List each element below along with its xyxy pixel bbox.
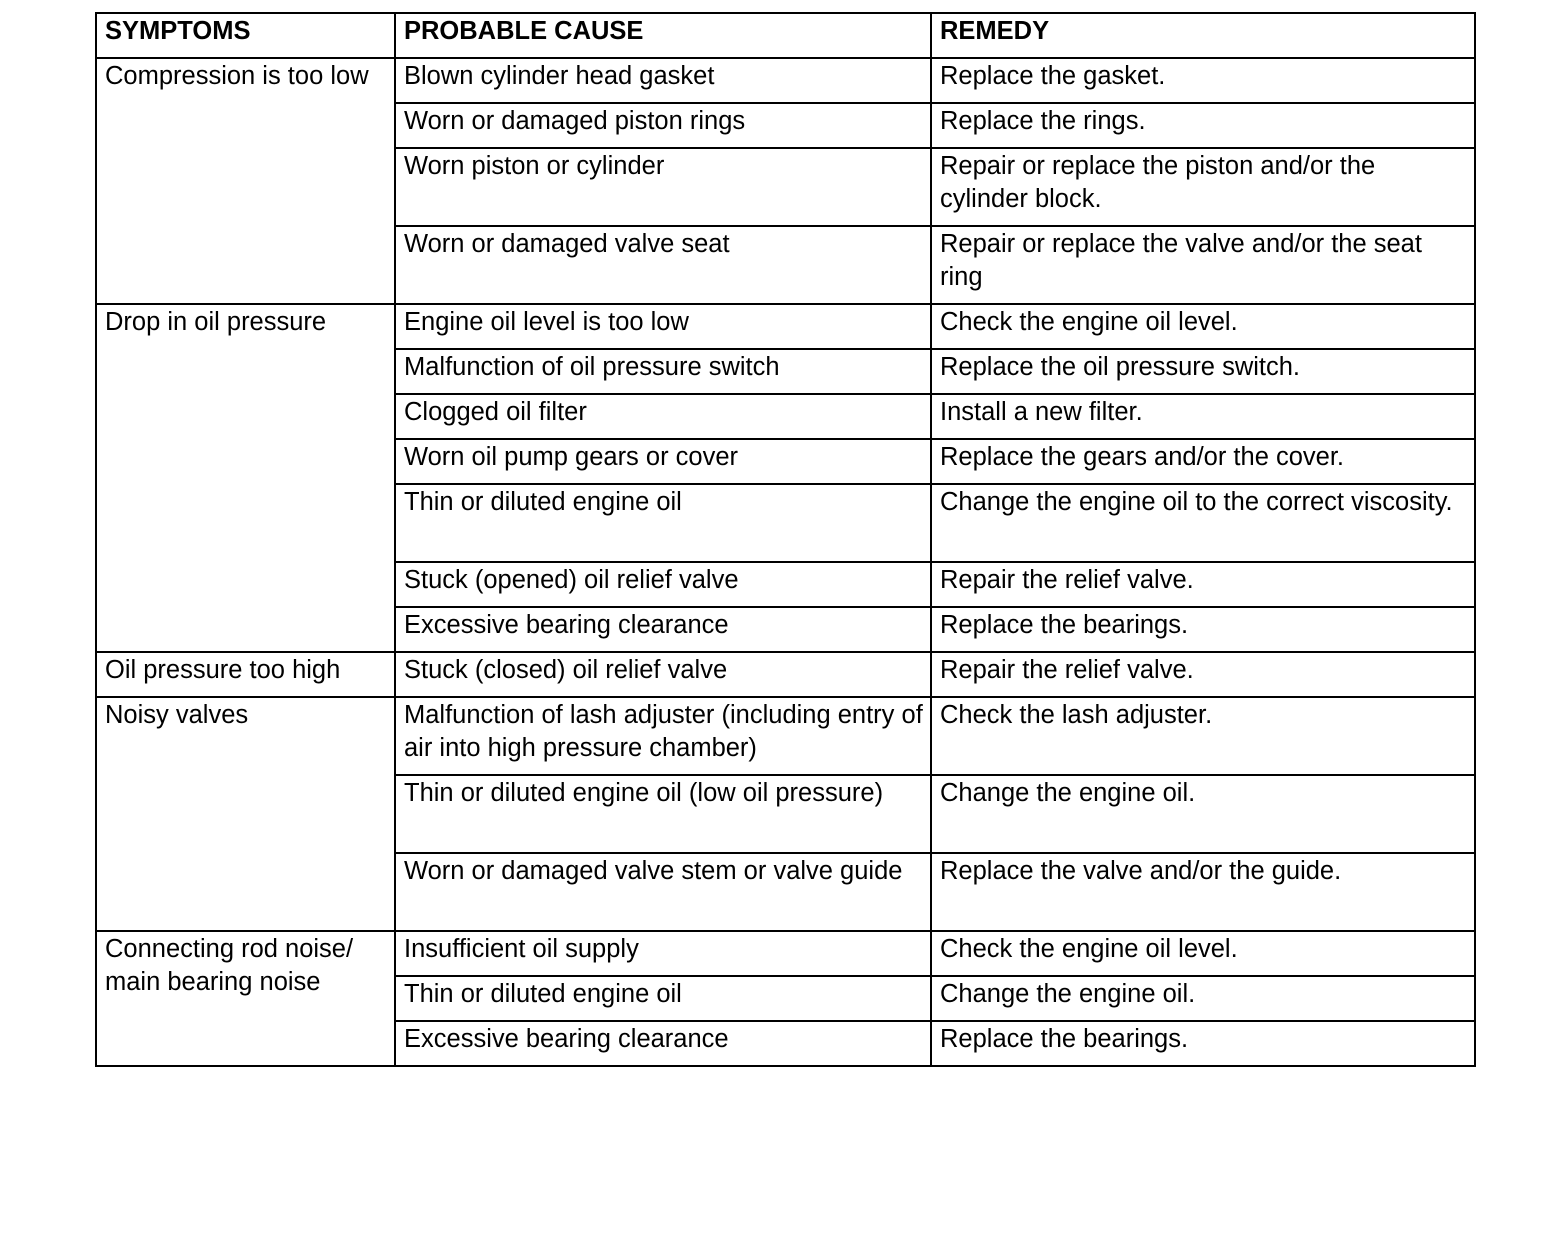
table-row xyxy=(96,697,1475,775)
remedy-cell: Repair or replace the piston and/or the cylinder block. xyxy=(931,148,1475,226)
cause-cell: Worn or damaged piston rings xyxy=(395,103,931,148)
remedy-cell: Replace the gasket. xyxy=(931,58,1475,103)
cause-cell: Thin or diluted engine oil (low oil pressure) xyxy=(395,775,931,853)
remedy-cell: Replace the bearings. xyxy=(931,607,1475,652)
remedy-cell: Check the lash adjuster. xyxy=(931,697,1475,775)
remedy-cell: Replace the rings. xyxy=(931,103,1475,148)
symptom-cell: Oil pressure too high xyxy=(96,652,395,697)
remedy-cell: Replace the oil pressure switch. xyxy=(931,349,1475,394)
header-row xyxy=(96,13,1475,58)
cause-cell: Insufficient oil supply xyxy=(395,931,931,976)
table-row xyxy=(96,931,1475,976)
cause-cell: Clogged oil filter xyxy=(395,394,931,439)
cause-cell: Excessive bearing clearance xyxy=(395,1021,931,1066)
remedy-cell: Check the engine oil level. xyxy=(931,931,1475,976)
cause-cell: Stuck (opened) oil relief valve xyxy=(395,562,931,607)
remedy-cell: Replace the gears and/or the cover. xyxy=(931,439,1475,484)
remedy-cell: Repair the relief valve. xyxy=(931,562,1475,607)
remedy-cell: Install a new filter. xyxy=(931,394,1475,439)
remedy-cell: Change the engine oil to the correct viscosity. xyxy=(931,484,1475,562)
table-row xyxy=(96,58,1475,103)
header-symptoms: SYMPTOMS xyxy=(96,13,395,58)
symptom-cell: Connecting rod noise/ main bearing noise xyxy=(96,931,395,1066)
cause-cell: Excessive bearing clearance xyxy=(395,607,931,652)
cause-cell: Thin or diluted engine oil xyxy=(395,484,931,562)
header-probable-cause: PROBABLE CAUSE xyxy=(395,13,931,58)
cause-cell: Stuck (closed) oil relief valve xyxy=(395,652,931,697)
cause-cell: Worn or damaged valve seat xyxy=(395,226,931,304)
remedy-cell: Check the engine oil level. xyxy=(931,304,1475,349)
symptom-cell: Drop in oil pressure xyxy=(96,304,395,652)
remedy-cell: Change the engine oil. xyxy=(931,775,1475,853)
symptom-cell: Noisy valves xyxy=(96,697,395,931)
table-row xyxy=(96,652,1475,697)
cause-cell: Malfunction of lash adjuster (including entry of air into high pressure chamber) xyxy=(395,697,931,775)
remedy-cell: Repair the relief valve. xyxy=(931,652,1475,697)
remedy-cell: Change the engine oil. xyxy=(931,976,1475,1021)
remedy-cell: Replace the bearings. xyxy=(931,1021,1475,1066)
cause-cell: Worn or damaged valve stem or valve guide xyxy=(395,853,931,931)
remedy-cell: Replace the valve and/or the guide. xyxy=(931,853,1475,931)
table-row xyxy=(96,304,1475,349)
cause-cell: Engine oil level is too low xyxy=(395,304,931,349)
symptom-cell: Compression is too low xyxy=(96,58,395,304)
cause-cell: Worn oil pump gears or cover xyxy=(395,439,931,484)
remedy-cell: Repair or replace the valve and/or the seat ring xyxy=(931,226,1475,304)
cause-cell: Worn piston or cylinder xyxy=(395,148,931,226)
troubleshooting-table xyxy=(95,12,1476,1067)
header-remedy: REMEDY xyxy=(931,13,1475,58)
cause-cell: Thin or diluted engine oil xyxy=(395,976,931,1021)
cause-cell: Malfunction of oil pressure switch xyxy=(395,349,931,394)
cause-cell: Blown cylinder head gasket xyxy=(395,58,931,103)
